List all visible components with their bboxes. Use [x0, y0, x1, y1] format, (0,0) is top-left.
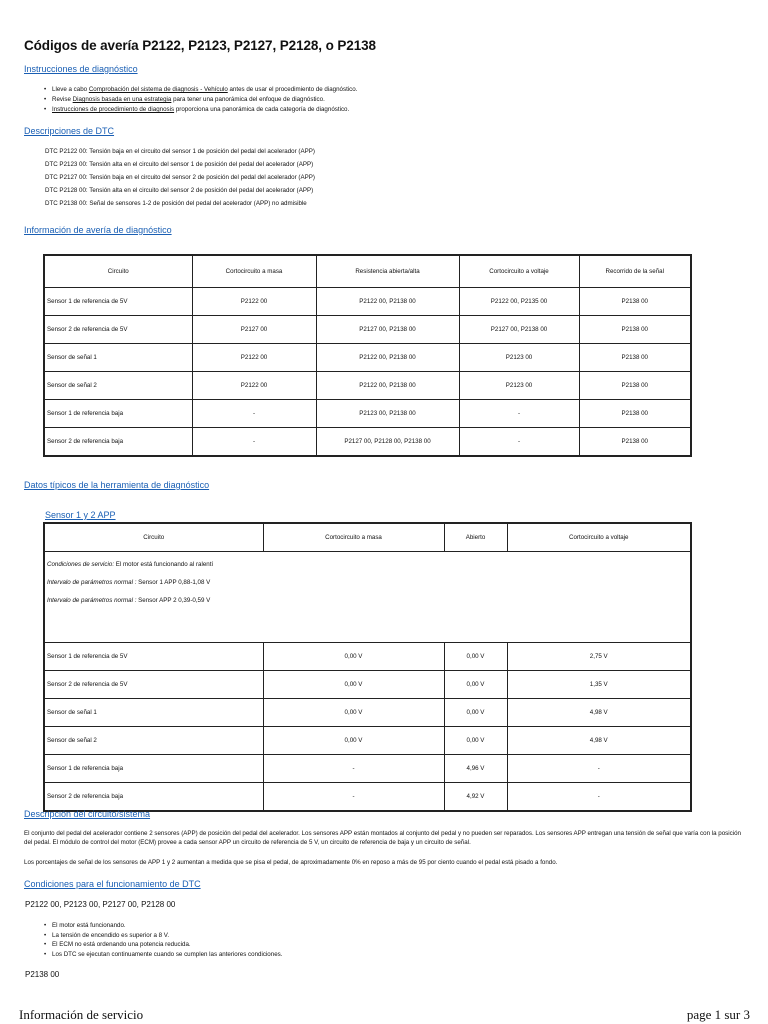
table-cell: Sensor 1 de referencia de 5V — [44, 643, 263, 671]
table-cell: P2138 00 — [579, 316, 691, 344]
table-cell: Sensor 2 de referencia baja — [44, 783, 263, 812]
list-item: • El ECM no está ordenando una potencia reducida. — [44, 940, 282, 950]
table-row — [44, 400, 691, 428]
list-item: • Lleve a cabo Comprobación del sistema de diagnosis - Vehículo antes de usar el procedimiento de diagnóstico. — [44, 85, 357, 95]
table-cell: - — [263, 783, 444, 812]
run-conditions-list — [44, 921, 282, 959]
table-cell: 0,00 V — [444, 699, 507, 727]
table-row — [44, 671, 691, 699]
list-item: • El motor está funcionando. — [44, 921, 282, 931]
section-link-run-conditions[interactable]: Condiciones para el funcionamiento de DTC — [24, 879, 201, 889]
list-item: • La tensión de encendido es superior a 8 V. — [44, 931, 282, 941]
section-link-typical-data[interactable]: Datos típicos de la herramienta de diagnóstico — [24, 480, 210, 490]
section-link-failure-info[interactable]: Información de avería de diagnóstico — [24, 225, 172, 235]
table-row — [44, 643, 691, 671]
table-cell: Sensor 2 de referencia de 5V — [44, 671, 263, 699]
link-system-check[interactable]: Comprobación del sistema de diagnosis - Vehículo — [88, 86, 228, 93]
table-cell: - — [192, 428, 316, 457]
table-cell: P2122 00, P2135 00 — [459, 288, 579, 316]
column-header: Circuito — [44, 255, 192, 288]
table-cell: Sensor 2 de referencia de 5V — [44, 316, 192, 344]
table-row — [44, 428, 691, 457]
section-link-dtc-descriptions[interactable]: Descripciones de DTC — [24, 126, 115, 136]
list-item: • Instrucciones de procedimiento de diagnosis proporciona una panorámica de cada categoría de diagnóstico. — [44, 105, 357, 115]
subsection-link-app-sensors[interactable]: Sensor 1 y 2 APP — [45, 510, 116, 520]
section-link-diag-instructions[interactable]: Instrucciones de diagnóstico — [24, 64, 138, 74]
table-cell: Sensor 1 de referencia baja — [44, 755, 263, 783]
conditions-cell — [44, 552, 691, 643]
table-row — [44, 316, 691, 344]
column-header: Cortocircuito a voltaje — [459, 255, 579, 288]
column-header: Abierto — [444, 523, 507, 552]
dtc-description: DTC P2123 00: Tensión alta en el circuito del sensor 1 de posición del pedal del acelerador (APP) — [45, 161, 314, 168]
table-cell: Sensor de señal 2 — [44, 727, 263, 755]
table-cell: - — [459, 400, 579, 428]
dtc-codes-line: P2122 00, P2123 00, P2127 00, P2128 00 — [25, 900, 176, 909]
table-cell: - — [507, 755, 691, 783]
table-row — [44, 727, 691, 755]
table-cell: Sensor de señal 1 — [44, 344, 192, 372]
column-header: Resistencia abierta/alta — [316, 255, 459, 288]
table-cell: P2123 00, P2138 00 — [316, 400, 459, 428]
list-item: • Los DTC se ejecutan continuamente cuando se cumplen las anteriores condiciones. — [44, 950, 282, 960]
table-cell: 0,00 V — [444, 727, 507, 755]
table-cell: 0,00 V — [263, 643, 444, 671]
table-cell: P2122 00, P2138 00 — [316, 372, 459, 400]
table-row — [44, 783, 691, 812]
dtc-description: DTC P2122 00: Tensión baja en el circuito del sensor 1 de posición del pedal del acelerador (APP) — [45, 148, 315, 155]
table-cell: P2122 00, P2138 00 — [316, 344, 459, 372]
table-cell: P2138 00 — [579, 344, 691, 372]
table-cell: - — [507, 783, 691, 812]
table-cell: P2122 00 — [192, 372, 316, 400]
link-procedure-instructions[interactable]: Instrucciones de procedimiento de diagnosis — [52, 106, 175, 113]
conditions-row — [44, 552, 691, 643]
table-row — [44, 288, 691, 316]
table-cell: Sensor 1 de referencia de 5V — [44, 288, 192, 316]
table-cell: P2122 00 — [192, 344, 316, 372]
instructions-list — [44, 85, 357, 115]
table-cell: P2123 00 — [459, 372, 579, 400]
table-cell: Sensor de señal 1 — [44, 699, 263, 727]
section-link-circuit-description[interactable]: Descripción del circuito/sistema — [24, 809, 151, 819]
dtc-description-list — [45, 145, 315, 210]
list-item: • Revise Diagnosis basada en una estrategia para tener una panorámica del enfoque de diagnóstico. — [44, 95, 357, 105]
column-header: Recorrido de la señal — [579, 255, 691, 288]
table-cell: 4,96 V — [444, 755, 507, 783]
typical-data-table — [43, 522, 692, 812]
table-row — [44, 755, 691, 783]
table-cell: Sensor 1 de referencia baja — [44, 400, 192, 428]
table-header-row — [44, 523, 691, 552]
table-header-row — [44, 255, 691, 288]
column-header: Cortocircuito a masa — [263, 523, 444, 552]
dtc-description: DTC P2127 00: Tensión baja en el circuito del sensor 2 de posición del pedal del acelerador (APP) — [45, 174, 315, 181]
page-title: Códigos de avería P2122, P2123, P2127, P2128, o P2138 — [24, 38, 376, 53]
table-cell: P2138 00 — [579, 400, 691, 428]
table-cell: - — [192, 400, 316, 428]
table-cell: P2138 00 — [579, 288, 691, 316]
table-cell: P2138 00 — [579, 372, 691, 400]
table-cell: P2127 00, P2128 00, P2138 00 — [316, 428, 459, 457]
table-row — [44, 699, 691, 727]
table-row — [44, 372, 691, 400]
table-cell: 0,00 V — [263, 727, 444, 755]
table-cell: 0,00 V — [444, 671, 507, 699]
table-cell: Sensor de señal 2 — [44, 372, 192, 400]
table-cell: P2127 00, P2138 00 — [316, 316, 459, 344]
column-header: Cortocircuito a masa — [192, 255, 316, 288]
footer-page-number: page 1 sur 3 — [686, 1007, 750, 1022]
table-cell: - — [459, 428, 579, 457]
table-cell: 4,92 V — [444, 783, 507, 812]
table-cell: 4,98 V — [507, 699, 691, 727]
link-strategy-diagnosis[interactable]: Diagnosis basada en una estrategia — [72, 96, 172, 103]
table-cell: 1,35 V — [507, 671, 691, 699]
table-cell: P2123 00 — [459, 344, 579, 372]
table-cell: 0,00 V — [444, 643, 507, 671]
table-cell: 0,00 V — [263, 671, 444, 699]
footer-service-info: Información de servicio — [19, 1007, 144, 1022]
dtc-code-p2138: P2138 00 — [25, 970, 60, 979]
dtc-description: DTC P2138 00: Señal de sensores 1-2 de posición del pedal del acelerador (APP) no admisible — [45, 200, 307, 207]
dtc-description: DTC P2128 00: Tensión alta en el circuito del sensor 2 de posición del pedal del acelerador (APP) — [45, 187, 314, 194]
failure-info-table — [43, 254, 692, 457]
column-header: Cortocircuito a voltaje — [507, 523, 691, 552]
table-row — [44, 344, 691, 372]
table-cell: 2,75 V — [507, 643, 691, 671]
column-header: Circuito — [44, 523, 263, 552]
circuit-description-paragraph: Los porcentajes de señal de los sensores de APP 1 y 2 aumentan a medida que se pisa el pedal, de aproximadamente 0% en reposo a más de 95 por ciento cuando el pedal está pisado a fondo. — [24, 859, 558, 866]
table-cell: P2122 00 — [192, 288, 316, 316]
condition-line: Condiciones de servicio: El motor está funcionando al ralentí — [47, 561, 214, 568]
table-cell: - — [263, 755, 444, 783]
table-cell: 0,00 V — [263, 699, 444, 727]
table-cell: P2138 00 — [579, 428, 691, 457]
table-cell: 4,98 V — [507, 727, 691, 755]
table-cell: P2127 00 — [192, 316, 316, 344]
condition-line: Intervalo de parámetros normal : Sensor APP 2 0,39-0,59 V — [47, 597, 211, 604]
table-cell: P2127 00, P2138 00 — [459, 316, 579, 344]
table-cell: P2122 00, P2138 00 — [316, 288, 459, 316]
circuit-description-paragraph: El conjunto del pedal del acelerador contiene 2 sensores (APP) de posición del pedal del acelerador. Los sensores APP están montados al conjunto del pedal y no pueden ser reparados. Los sensores APP entregan una tensión de señal que varía con la posición del pedal. El módulo de control del motor (ECM) provee a cada sensor APP un circuito de referencia de 5 V, un circuito de referencia de baja y un circuito de señal. — [24, 830, 741, 846]
condition-line: Intervalo de parámetros normal : Sensor 1 APP 0,88-1,08 V — [47, 579, 211, 586]
table-cell: Sensor 2 de referencia baja — [44, 428, 192, 457]
